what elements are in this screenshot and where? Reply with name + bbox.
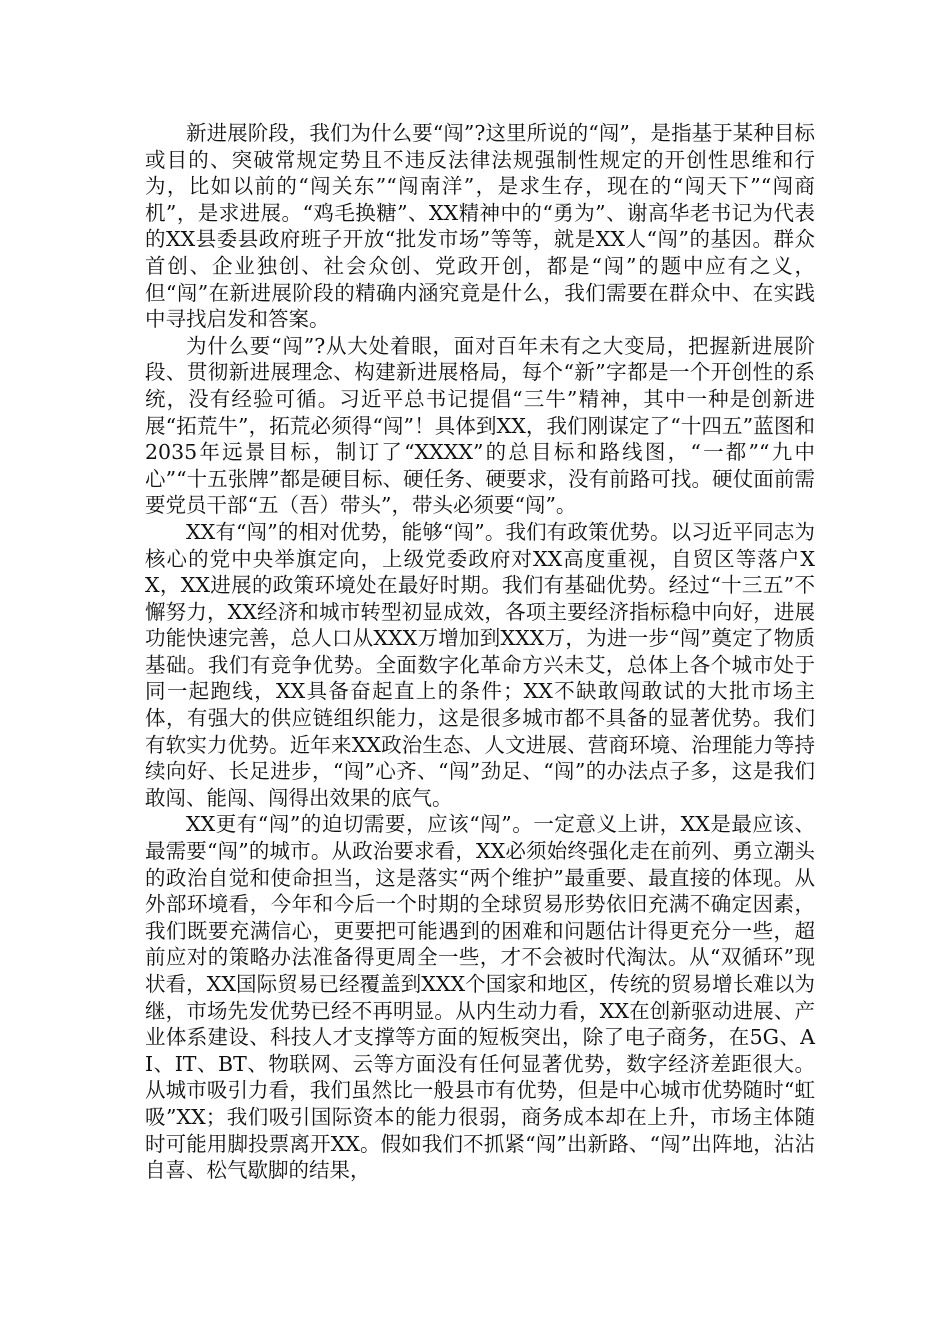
- paragraph-2: 为什么要“闯”?从大处着眼，面对百年未有之大变局，把握新进展阶段、贯彻新进展理念、构建新进展格局，每个“新”字都是一个开创性的系统，没有经验可循。习近平总书记提倡“三牛”精神，其中一种是创新进展“拓荒牛”，拓荒必须得“闯”！具体到XX，我们刚谋定了“十四五”蓝图和2035年远景目标，制订了“XXXX”的总目标和路线图，“一都”“九中心”“十五张牌”都是硬目标、硬任务、硬要求，没有前路可找。硬仗面前需要党员干部“五（吾）带头”，带头必须要“闯”。: [145, 333, 815, 518]
- paragraph-4: XX更有“闯”的迫切需要，应该“闯”。一定意义上讲，XX是最应该、最需要“闯”的城市。从政治要求看，XX必须始终强化走在前列、勇立潮头的政治自觉和使命担当，这是落实“两个维护”最重要、最直接的体现。从外部环境看，今年和今后一个时期的全球贸易形势依旧充满不确定因素，我们既要充满信心，更要把可能遇到的困难和问题估计得更充分一些，超前应对的策略办法准备得更周全一些，才不会被时代淘汰。从“双循环”现状看，XX国际贸易已经覆盖到XXX个国家和地区，传统的贸易增长难以为继，市场先发优势已经不再明显。从内生动力看，XX在创新驱动进展、产业体系建设、科技人才支撑等方面的短板突出，除了电子商务，在5G、AI、IT、BT、物联网、云等方面没有任何显著优势，数字经济差距很大。从城市吸引力看，我们虽然比一般县市有优势，但是中心城市优势随时“虹吸”XX；我们吸引国际资本的能力很弱，商务成本却在上升，市场主体随时可能用脚投票离开XX。假如我们不抓紧“闯”出新路、“闯”出阵地，沾沾自喜、松气歇脚的结果，: [145, 812, 815, 1183]
- paragraph-3: XX有“闯”的相对优势，能够“闯”。我们有政策优势。以习近平同志为核心的党中央举旗定向，上级党委政府对XX高度重视，自贸区等落户XX，XX进展的政策环境处在最好时期。我们有基础优势。经过“十三五”不懈努力，XX经济和城市转型初显成效，各项主要经济指标稳中向好，进展功能快速完善，总人口从XXX万增加到XXX万，为进一步“闯”奠定了物质基础。我们有竞争优势。全面数字化革命方兴未艾，总体上各个城市处于同一起跑线，XX具备奋起直上的条件；XX不缺敢闯敢试的大批市场主体，有强大的供应链组织能力，这是很多城市都不具备的显著优势。我们有软实力优势。近年来XX政治生态、人文进展、营商环境、治理能力等持续向好、长足进步，“闯”心齐、“闯”劲足、“闯”的办法点子多，这是我们敢闯、能闯、闯得出效果的底气。: [145, 519, 815, 810]
- document-body: [145, 120, 815, 1184]
- paragraph-1: 新进展阶段，我们为什么要“闯”?这里所说的“闯”，是指基于某种目标或目的、突破常规定势且不违反法律法规强制性规定的开创性思维和行为，比如以前的“闯关东”“闯南洋”，是求生存，现在的“闯天下”“闯商机”，是求进展。“鸡毛换糖”、XX精神中的“勇为”、谢高华老书记为代表的XX县委县政府班子开放“批发市场”等等，就是XX人“闯”的基因。群众首创、企业独创、社会众创、党政开创，都是“闯”的题中应有之义，但“闯”在新进展阶段的精确内涵究竟是什么，我们需要在群众中、在实践中寻找启发和答案。: [145, 121, 815, 332]
